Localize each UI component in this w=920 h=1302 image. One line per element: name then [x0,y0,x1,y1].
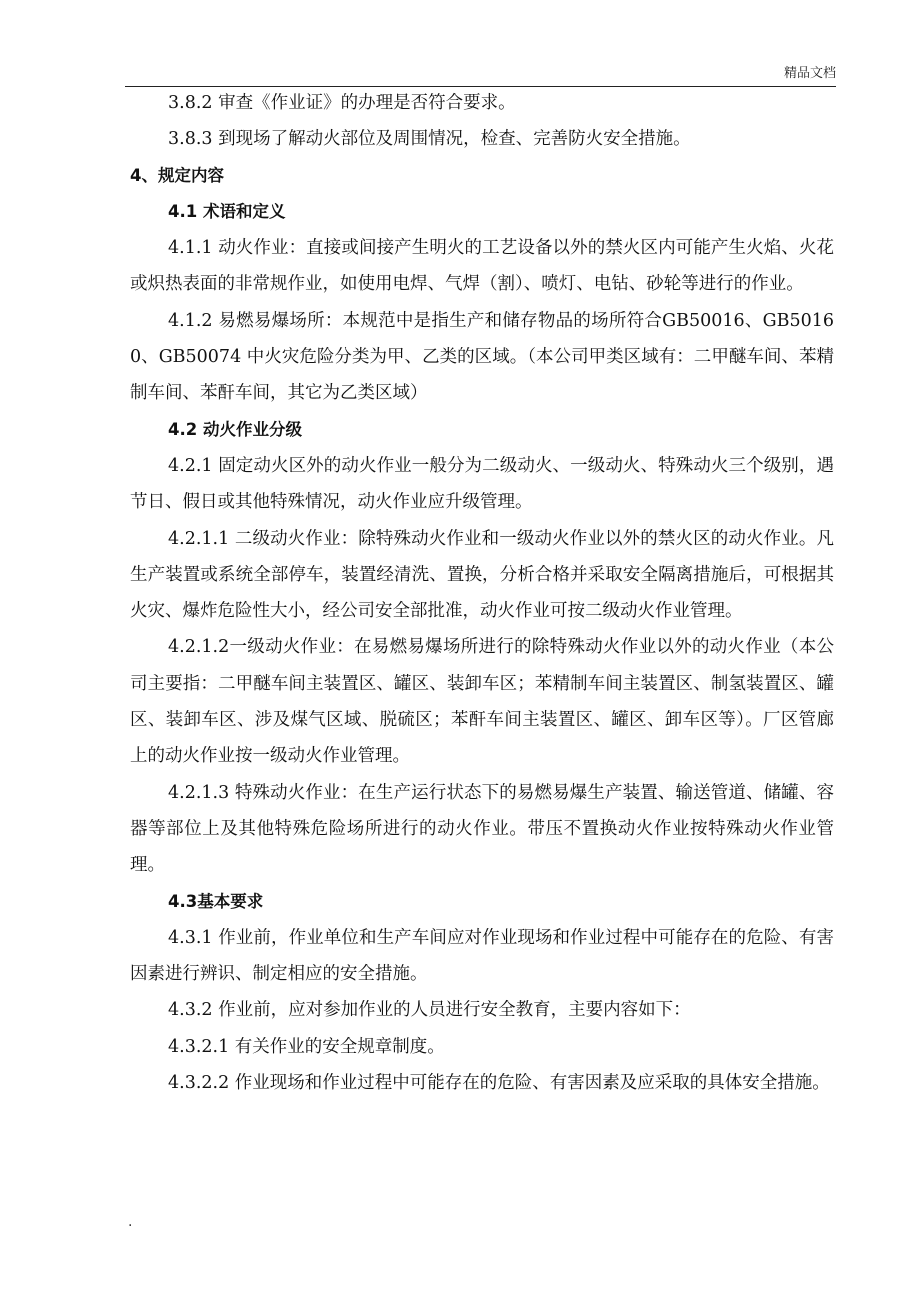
paragraph: 4.2.1.1 二级动火作业：除特殊动火作业和一级动火作业以外的禁火区的动火作业。凡生产装置或系统全部停车，装置经清洗、置换，分析合格并采取安全隔离措施后，可根据其火灾、爆炸危险性大小，经公司安全部批准，动火作业可按二级动火作业管理。 [130,528,834,622]
paragraph: 4.3.1 作业前，作业单位和生产车间应对作业现场和作业过程中可能存在的危险、有害因素进行辨识、制定相应的安全措施。 [130,927,834,985]
paragraph: 4.2.1 固定动火区外的动火作业一般分为二级动火、一级动火、特殊动火三个级别，遇节日、假日或其他特殊情况，动火作业应升级管理。 [130,455,834,513]
subsection-heading: 4.3基本要求 [168,891,264,911]
header-label: 精品文档 [783,66,836,81]
document-body [130,85,834,1101]
subsection-heading: 4.2 动火作业分级 [168,419,302,439]
subsection-heading: 4.1 术语和定义 [168,201,286,221]
paragraph: 4.3.2 作业前，应对参加作业的人员进行安全教育，主要内容如下： [168,1000,691,1021]
paragraph: 4.2.1.2一级动火作业：在易燃易爆场所进行的除特殊动火作业以外的动火作业（本公司主要指：二甲醚车间主装置区、罐区、装卸车区；苯精制车间主装置区、制氢装置区、罐区、装卸车区、涉及煤气区域、脱硫区；苯酐车间主装置区、罐区、卸车区等）。厂区管廊上的动火作业按一级动火作业管理。 [130,637,834,767]
paragraph: 4.1.2 易燃易爆场所：本规范中是指生产和储存物品的场所符合GB50016、GB50160、GB50074 中火灾危险分类为甲、乙类的区域。（本公司甲类区域有：二甲醚车间、苯精制车间、苯酐车间，其它为乙类区域） [130,310,834,404]
paragraph: 4.3.2.2 作业现场和作业过程中可能存在的危险、有害因素及应采取的具体安全措施。 [168,1073,830,1094]
section-heading: 4、规定内容 [130,165,224,185]
paragraph: 4.1.1 动火作业：直接或间接产生明火的工艺设备以外的禁火区内可能产生火焰、火花或炽热表面的非常规作业，如使用电焊、气焊（割）、喷灯、电钻、砂轮等进行的作业。 [130,238,834,295]
paragraph: 3.8.2 审查《作业证》的办理是否符合要求。 [168,93,516,113]
paragraph: 4.2.1.3 特殊动火作业：在生产运行状态下的易燃易爆生产装置、输送管道、储罐、容器等部位上及其他特殊危险场所进行的动火作业。带压不置换动火作业按特殊动火作业管理。 [130,782,834,876]
paragraph: 3.8.3 到现场了解动火部位及周围情况，检查、完善防火安全措施。 [168,129,691,150]
footer-mark: . [128,1214,133,1230]
paragraph: 4.3.2.1 有关作业的安全规章制度。 [168,1036,445,1057]
